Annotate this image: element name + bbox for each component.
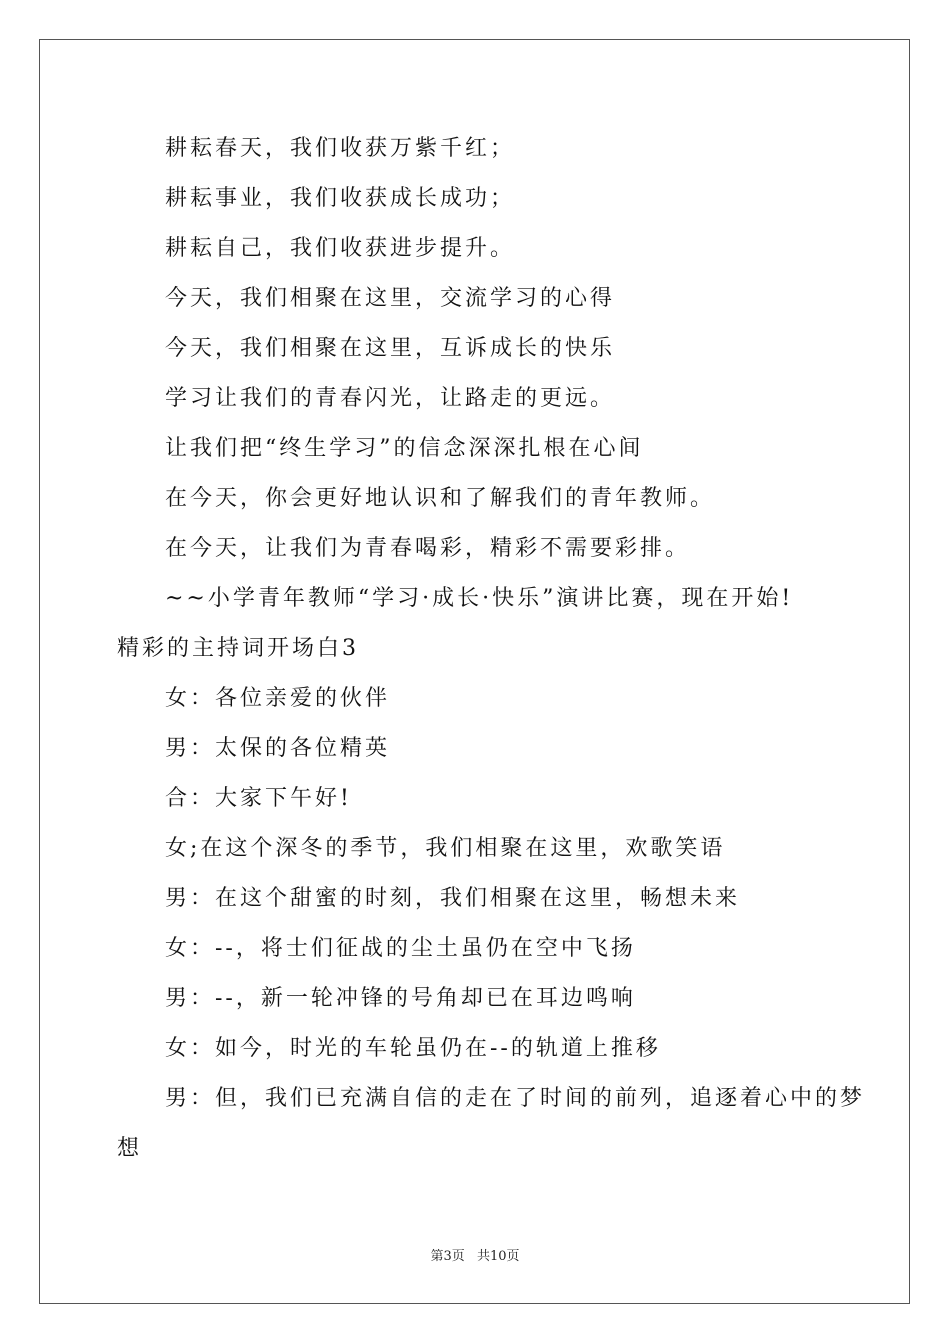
page-total: 共10页 — [476, 1249, 520, 1264]
paragraph-line: 在今天，你会更好地认识和了解我们的青年教师。 — [165, 486, 716, 511]
paragraph-line: 今天，我们相聚在这里，交流学习的心得 — [165, 286, 616, 311]
paragraph-line: 让我们把“终生学习”的信念深深扎根在心间 — [165, 436, 644, 461]
paragraph-line: 男：但，我们已充满自信的走在了时间的前列，追逐着心中的梦 — [165, 1086, 866, 1111]
section-heading: 精彩的主持词开场白3 — [117, 636, 359, 661]
page-number: 第3页 — [430, 1249, 465, 1264]
paragraph-line: 在今天，让我们为青春喝彩，精彩不需要彩排。 — [165, 536, 691, 561]
paragraph-line: 学习让我们的青春闪光，让路走的更远。 — [165, 386, 616, 411]
paragraph-line: 男：太保的各位精英 — [165, 736, 391, 761]
paragraph-line: 想 — [117, 1136, 143, 1161]
paragraph-line: 合：大家下午好! — [165, 786, 352, 811]
paragraph-line: 女：如今，时光的车轮虽仍在--的轨道上推移 — [165, 1036, 661, 1061]
paragraph-line: 男：--，新一轮冲锋的号角却已在耳边鸣响 — [165, 986, 636, 1011]
paragraph-line: 男：在这个甜蜜的时刻，我们相聚在这里，畅想未来 — [165, 886, 741, 911]
paragraph-line: ~~小学青年教师“学习·成长·快乐”演讲比赛，现在开始! — [165, 586, 794, 611]
paragraph-line: 耕耘事业，我们收获成长成功； — [165, 186, 516, 211]
paragraph-line: 女;在这个深冬的季节，我们相聚在这里，欢歌笑语 — [165, 836, 726, 861]
page-border — [39, 39, 910, 1304]
page-footer — [0, 1248, 950, 1266]
paragraph-line: 耕耘春天，我们收获万紫千红； — [165, 136, 516, 161]
paragraph-line: 今天，我们相聚在这里，互诉成长的快乐 — [165, 336, 616, 361]
paragraph-line: 女：--，将士们征战的尘土虽仍在空中飞扬 — [165, 936, 636, 961]
paragraph-line: 耕耘自己，我们收获进步提升。 — [165, 236, 516, 261]
paragraph-line: 女：各位亲爱的伙伴 — [165, 686, 391, 711]
